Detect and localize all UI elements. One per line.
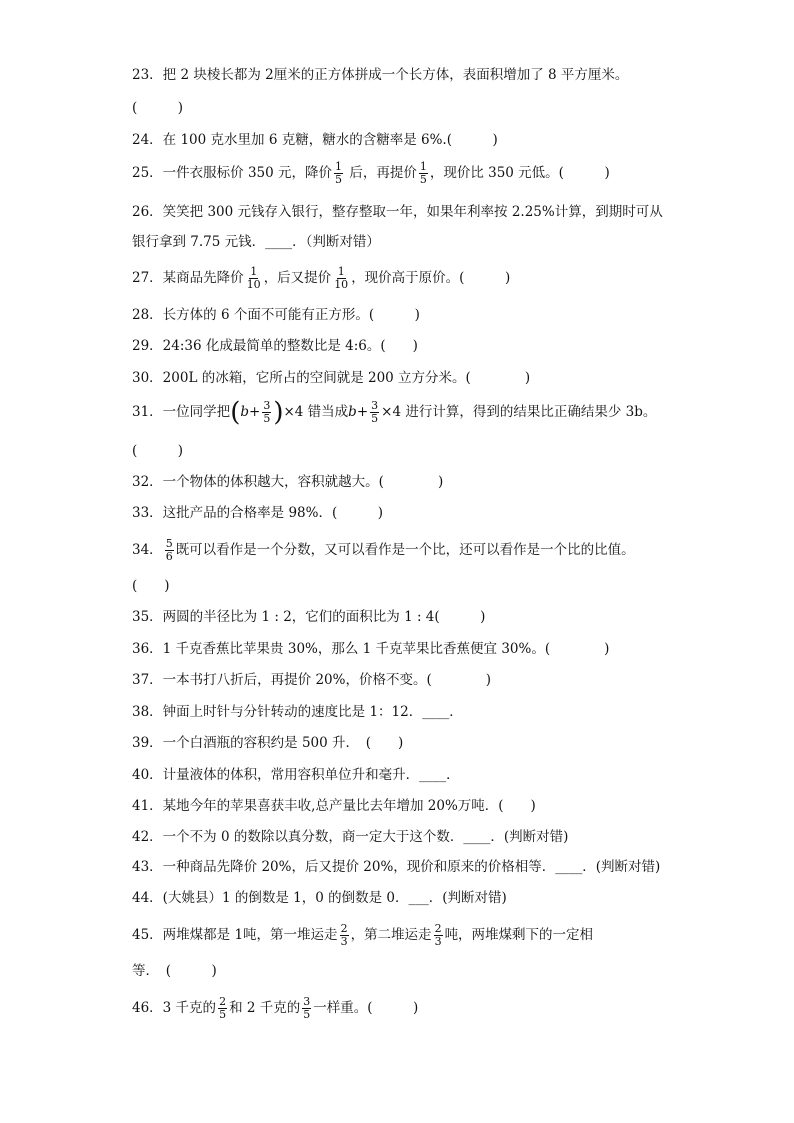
- fraction: [333, 266, 349, 291]
- question-32: [132, 472, 443, 492]
- question-text: 39．一个白酒瓶的容积约是 500 升． ( ): [132, 735, 404, 751]
- question-34: [132, 538, 635, 563]
- question-text: 和 2 千克的: [229, 1000, 301, 1016]
- fraction-denominator: 5: [419, 173, 427, 186]
- question-text: 31．一位同学把: [132, 404, 231, 420]
- question-45-continued: [132, 961, 217, 981]
- answer-blank: ( ): [132, 578, 170, 594]
- question-34-answer-blank: [132, 576, 170, 596]
- fraction: [302, 996, 311, 1021]
- fraction-denominator: 5: [263, 412, 271, 425]
- question-text: 36．1 千克香蕉比苹果贵 30%，那么 1 千克苹果比香蕉便宜 30%。( ): [132, 641, 610, 657]
- fraction: [419, 161, 428, 186]
- fraction-numerator: 1: [250, 265, 258, 278]
- question-30: [132, 368, 530, 388]
- question-text: 34．: [132, 542, 163, 558]
- question-text: 25．一件衣服标价 350 元，降价: [132, 165, 333, 181]
- question-24: [132, 130, 498, 150]
- variable-b: b: [240, 404, 249, 420]
- answer-blank: ( ): [132, 443, 184, 459]
- question-text: 既可以看作是一个分数，又可以看作是一个比，还可以看作是一个比的比值。: [175, 542, 635, 558]
- question-text: 吨，两堆煤剩下的一定相: [444, 927, 594, 943]
- question-25: [132, 161, 610, 186]
- question-26-continued: [132, 232, 380, 252]
- question-text: 38．钟面上时针与分针转动的速度比是 1：12．____．: [132, 704, 463, 720]
- fraction-denominator: 3: [340, 935, 348, 948]
- question-text: 23．把 2 块棱长都为 2厘米的正方体拼成一个长方体，表面积增加了 8 平方厘米。: [132, 67, 629, 83]
- fraction: [165, 538, 174, 563]
- plus-sign: +: [249, 404, 261, 420]
- question-text: 40．计量液体的体积，常用容积单位升和毫升．____．: [132, 767, 460, 783]
- fraction: [370, 400, 379, 425]
- question-42: [132, 827, 568, 847]
- question-text: 37．一本书打八折后，再提价 20%，价格不变。( ): [132, 672, 492, 688]
- question-23-answer-blank: [132, 98, 183, 118]
- question-31-answer-blank: [132, 441, 183, 461]
- question-28: [132, 305, 420, 325]
- fraction-numerator: 3: [371, 399, 379, 412]
- question-37: [132, 670, 491, 690]
- fraction-numerator: 1: [335, 160, 343, 173]
- fraction-denominator: 10: [334, 278, 349, 291]
- question-23: [132, 65, 628, 85]
- question-27: [132, 266, 510, 291]
- right-paren: ): [273, 397, 284, 428]
- fraction-denominator: 3: [434, 935, 442, 948]
- fraction-denominator: 5: [219, 1008, 227, 1021]
- question-26: [132, 202, 663, 222]
- question-text: 44．(大姚县）1 的倒数是 1，0 的倒数是 0．___．(判断对错): [132, 890, 507, 906]
- left-paren: (: [230, 397, 241, 428]
- plus-sign: +: [356, 404, 369, 420]
- fraction-numerator: 1: [419, 160, 427, 173]
- fraction-numerator: 2: [434, 922, 442, 935]
- variable-b: b: [348, 404, 357, 420]
- fraction-numerator: 1: [337, 265, 345, 278]
- question-text: 32．一个物体的体积越大，容积就越大。( ): [132, 474, 444, 490]
- question-41: [132, 796, 536, 816]
- question-35: [132, 607, 485, 627]
- question-text: 46．3 千克的: [132, 1000, 217, 1016]
- question-text: 35．两圆的半径比为 1 : 2，它们的面积比为 1 : 4( ): [132, 609, 486, 625]
- fraction-numerator: 3: [303, 995, 311, 1008]
- fraction-denominator: 5: [371, 412, 379, 425]
- fraction-numerator: 2: [219, 995, 227, 1008]
- question-text: 41．某地今年的苹果喜获丰收,总产量比去年增加 20%万吨．( ): [132, 798, 536, 814]
- fraction: [218, 996, 227, 1021]
- question-text: 银行拿到 7.75 元钱．____．（判断对错）: [132, 234, 380, 250]
- question-46: [132, 996, 418, 1021]
- question-text: 30．200L 的冰箱，它所占的空间就是 200 立方分米。( ): [132, 370, 531, 386]
- fraction-denominator: 10: [246, 278, 261, 291]
- question-text: ，现价比 350 元低。( ): [429, 165, 610, 181]
- fraction-denominator: 5: [335, 173, 343, 186]
- question-45: [132, 923, 593, 948]
- question-33: [132, 503, 383, 523]
- question-text: 24．在 100 克水里加 6 克糖，糖水的含糖率是 6%.( ): [132, 132, 498, 148]
- question-text: ×4 进行计算，得到的结果比正确结果少 3b。: [381, 404, 657, 420]
- question-31: [132, 397, 657, 428]
- fraction-numerator: 3: [263, 399, 271, 412]
- question-text: ，第二堆运走: [350, 927, 432, 943]
- question-43: [132, 857, 660, 877]
- question-text: 45．两堆煤都是 1吨，第一堆运走: [132, 927, 338, 943]
- question-text: 后，再提价: [345, 165, 417, 181]
- fraction: [262, 400, 271, 425]
- question-text: 42．一个不为 0 的数除以真分数，商一定大于这个数．____．(判断对错): [132, 829, 569, 845]
- question-text: 一样重。( ): [313, 1000, 419, 1016]
- question-36: [132, 639, 609, 659]
- fraction: [246, 266, 262, 291]
- question-44: [132, 888, 507, 908]
- answer-blank: ( ): [132, 100, 184, 116]
- fraction-denominator: 5: [303, 1008, 311, 1021]
- fraction: [334, 161, 343, 186]
- fraction: [434, 923, 443, 948]
- question-text: 26．笑笑把 300 元钱存入银行，整存整取一年，如果年利率按 2.25%计算，到期时可从: [132, 204, 663, 220]
- fraction-numerator: 2: [340, 922, 348, 935]
- question-text: 33．这批产品的合格率是 98%．( ): [132, 505, 384, 521]
- question-29: [132, 336, 418, 356]
- fraction-numerator: 5: [165, 537, 173, 550]
- question-text: ，后又提价: [263, 270, 332, 286]
- question-text: 28．长方体的 6 个面不可能有正方形。( ): [132, 307, 420, 323]
- question-39: [132, 733, 403, 753]
- fraction-denominator: 6: [165, 550, 173, 563]
- question-text: ×4 错当成: [283, 404, 349, 420]
- fraction: [340, 923, 349, 948]
- question-40: [132, 765, 460, 785]
- question-text: 43．一种商品先降价 20%，后又提价 20%，现价和原来的价格相等．____．(判断对错): [132, 859, 661, 875]
- question-text: 29．24:36 化成最简单的整数比是 4:6。( ): [132, 338, 418, 354]
- question-38: [132, 702, 463, 722]
- question-text: 27．某商品先降价: [132, 270, 244, 286]
- question-text: ，现价高于原价。( ): [351, 270, 511, 286]
- question-text: 等． ( ): [132, 963, 217, 979]
